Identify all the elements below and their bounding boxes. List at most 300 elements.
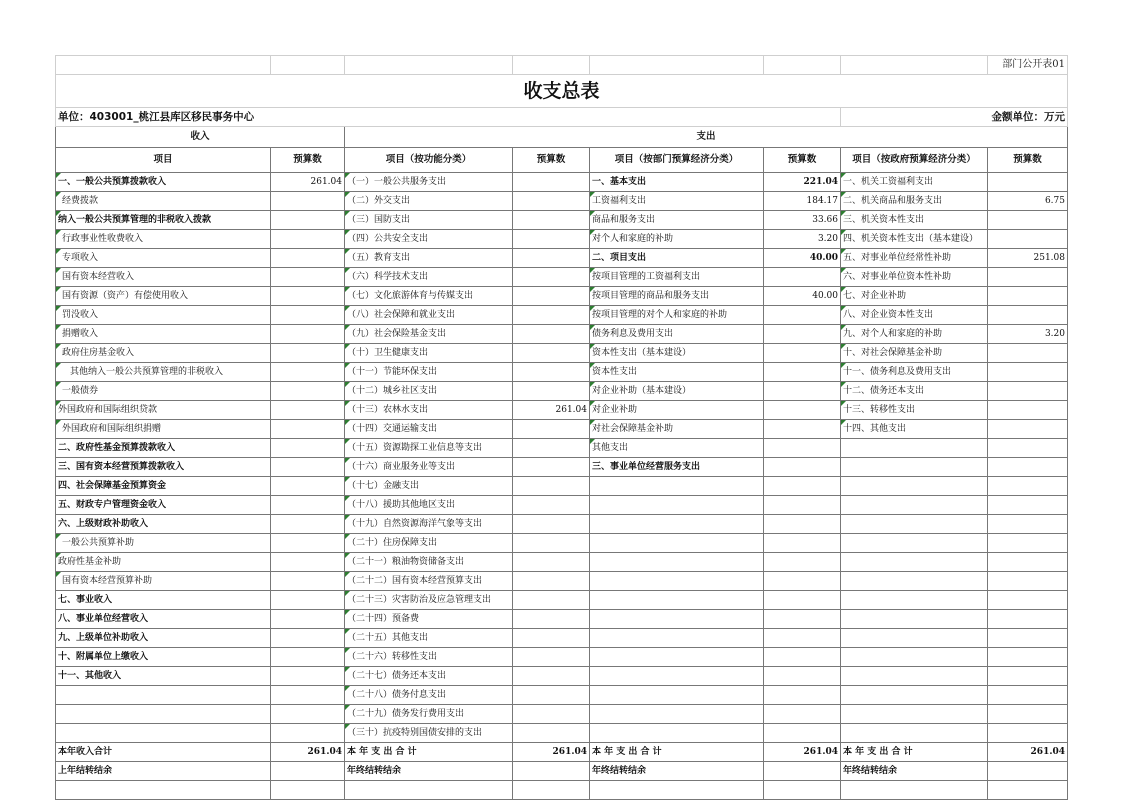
gov-item: 十二、债务还本支出: [841, 382, 988, 401]
income-item: 三、国有资本经营预算拨款收入: [56, 458, 271, 477]
income-item: 九、上级单位补助收入: [56, 629, 271, 648]
func-amount: [513, 344, 590, 363]
dept-item: [590, 705, 764, 724]
dept-amount: [764, 382, 841, 401]
dept-item: [590, 477, 764, 496]
income-item: 二、政府性基金预算拨款收入: [56, 439, 271, 458]
income-item: 国有资源（资产）有偿使用收入: [56, 287, 271, 306]
table-row: [56, 591, 1068, 610]
col-gov-amount: 预算数: [988, 148, 1068, 173]
func-item: （十八）援助其他地区支出: [345, 496, 513, 515]
income-amount: [271, 572, 345, 591]
func-amount: [513, 420, 590, 439]
table-row: [56, 515, 1068, 534]
gov-amount: [988, 477, 1068, 496]
func-item: （十）卫生健康支出: [345, 344, 513, 363]
table-row: [56, 268, 1068, 287]
gov-amount: [988, 306, 1068, 325]
gov-item: 本 年 支 出 合 计: [841, 743, 988, 762]
func-item: （二十）住房保障支出: [345, 534, 513, 553]
func-amount: [513, 629, 590, 648]
func-amount: [513, 705, 590, 724]
dept-item: 商品和服务支出: [590, 211, 764, 230]
func-amount: [513, 591, 590, 610]
dept-amount: [764, 458, 841, 477]
dept-item: 按项目管理的工资福利支出: [590, 268, 764, 287]
income-item: 十、附属单位上缴收入: [56, 648, 271, 667]
income-amount: [271, 344, 345, 363]
dept-item: [590, 667, 764, 686]
dept-amount: 40.00: [764, 287, 841, 306]
gov-item: [841, 458, 988, 477]
income-item: 国有资本经营预算补助: [56, 572, 271, 591]
income-item: 罚没收入: [56, 306, 271, 325]
func-item: （十四）交通运输支出: [345, 420, 513, 439]
col-income-amount: 预算数: [271, 148, 345, 173]
dept-item: 工资福利支出: [590, 192, 764, 211]
dept-amount: 33.66: [764, 211, 841, 230]
table-row: [56, 667, 1068, 686]
dept-amount: [764, 363, 841, 382]
func-amount: [513, 306, 590, 325]
gov-amount: [988, 401, 1068, 420]
dept-item: 资本性支出: [590, 363, 764, 382]
income-item: 六、上级财政补助收入: [56, 515, 271, 534]
func-amount: [513, 534, 590, 553]
gov-item: 三、机关资本性支出: [841, 211, 988, 230]
func-amount: 261.04: [513, 401, 590, 420]
func-item: （二十七）债务还本支出: [345, 667, 513, 686]
dept-item: 债务利息及费用支出: [590, 325, 764, 344]
dept-amount: [764, 401, 841, 420]
income-amount: [271, 401, 345, 420]
table-row: [56, 648, 1068, 667]
income-item: 行政事业性收费收入: [56, 230, 271, 249]
func-amount: 261.04: [513, 743, 590, 762]
dept-amount: [764, 686, 841, 705]
income-item: 政府性基金补助: [56, 553, 271, 572]
gov-item: [841, 648, 988, 667]
gov-amount: [988, 230, 1068, 249]
income-amount: [271, 629, 345, 648]
dept-amount: [764, 724, 841, 743]
func-item: （三十）抗疫特别国债安排的支出: [345, 724, 513, 743]
func-item: （十三）农林水支出: [345, 401, 513, 420]
table-row: [56, 401, 1068, 420]
gov-item: 十一、债务利息及费用支出: [841, 363, 988, 382]
func-amount: [513, 268, 590, 287]
gov-item: 九、对个人和家庭的补助: [841, 325, 988, 344]
gov-item: 五、对事业单位经常性补助: [841, 249, 988, 268]
func-item: （十六）商业服务业等支出: [345, 458, 513, 477]
table-row: [56, 439, 1068, 458]
dept-item: [590, 610, 764, 629]
gov-amount: [988, 458, 1068, 477]
gov-item: [841, 515, 988, 534]
income-amount: [271, 230, 345, 249]
func-item: （十一）节能环保支出: [345, 363, 513, 382]
func-amount: [513, 686, 590, 705]
expense-header: 支出: [345, 127, 1068, 148]
table-row: [56, 192, 1068, 211]
dept-amount: 261.04: [764, 743, 841, 762]
func-amount: [513, 363, 590, 382]
gov-amount: [988, 591, 1068, 610]
form-tag: 部门公开表01: [988, 56, 1068, 75]
func-amount: [513, 382, 590, 401]
income-item: 国有资本经营收入: [56, 268, 271, 287]
dept-item: 对个人和家庭的补助: [590, 230, 764, 249]
dept-item: 按项目管理的对个人和家庭的补助: [590, 306, 764, 325]
dept-item: [590, 534, 764, 553]
func-item: （二十六）转移性支出: [345, 648, 513, 667]
col-gov-item: 项目（按政府预算经济分类）: [841, 148, 988, 173]
dept-amount: [764, 629, 841, 648]
gov-item: [841, 496, 988, 515]
dept-item: [590, 648, 764, 667]
income-amount: [271, 591, 345, 610]
dept-amount: [764, 762, 841, 781]
amount-unit: 金额单位：万元: [841, 108, 1068, 127]
gov-item: [841, 572, 988, 591]
func-item: （十七）金融支出: [345, 477, 513, 496]
dept-amount: [764, 420, 841, 439]
gov-amount: [988, 686, 1068, 705]
income-item: [56, 724, 271, 743]
income-item: 其他纳入一般公共预算管理的非税收入: [56, 363, 271, 382]
table-row: [56, 705, 1068, 724]
income-amount: [271, 211, 345, 230]
page-title: 收支总表: [56, 75, 1068, 108]
func-item: （十二）城乡社区支出: [345, 382, 513, 401]
blank-row: [56, 781, 1068, 800]
income-amount: [271, 439, 345, 458]
gov-item: 四、机关资本性支出（基本建设）: [841, 230, 988, 249]
gov-item: 十四、其他支出: [841, 420, 988, 439]
column-header-row: [56, 148, 1068, 173]
gov-amount: [988, 705, 1068, 724]
income-amount: [271, 268, 345, 287]
income-amount: [271, 667, 345, 686]
dept-item: 本 年 支 出 合 计: [590, 743, 764, 762]
gov-item: 二、机关商品和服务支出: [841, 192, 988, 211]
income-amount: [271, 610, 345, 629]
income-amount: [271, 325, 345, 344]
dept-amount: [764, 534, 841, 553]
gov-amount: [988, 173, 1068, 192]
gov-item: [841, 667, 988, 686]
income-item: [56, 686, 271, 705]
dept-item: 对企业补助: [590, 401, 764, 420]
table-row: [56, 458, 1068, 477]
table-row: [56, 553, 1068, 572]
income-amount: [271, 287, 345, 306]
unit-row: [56, 108, 1068, 127]
dept-item: [590, 515, 764, 534]
dept-item: 年终结转结余: [590, 762, 764, 781]
income-item: 五、财政专户管理资金收入: [56, 496, 271, 515]
dept-amount: [764, 667, 841, 686]
gov-item: [841, 439, 988, 458]
dept-amount: [764, 268, 841, 287]
income-amount: [271, 382, 345, 401]
gov-amount: [988, 268, 1068, 287]
dept-amount: [764, 515, 841, 534]
dept-item: 资本性支出（基本建设）: [590, 344, 764, 363]
income-item: 政府住房基金收入: [56, 344, 271, 363]
func-item: 年终结转结余: [345, 762, 513, 781]
gov-amount: [988, 667, 1068, 686]
func-item: （八）社会保障和就业支出: [345, 306, 513, 325]
income-item: 捐赠收入: [56, 325, 271, 344]
col-func-item: 项目（按功能分类）: [345, 148, 513, 173]
income-amount: [271, 363, 345, 382]
income-item: 纳入一般公共预算管理的非税收入拨款: [56, 211, 271, 230]
gov-item: [841, 534, 988, 553]
gov-amount: [988, 344, 1068, 363]
gov-item: 一、机关工资福利支出: [841, 173, 988, 192]
gov-amount: [988, 724, 1068, 743]
dept-item: [590, 629, 764, 648]
gov-item: 八、对企业资本性支出: [841, 306, 988, 325]
func-item: （六）科学技术支出: [345, 268, 513, 287]
func-amount: [513, 648, 590, 667]
income-item: 十一、其他收入: [56, 667, 271, 686]
col-dept-amount: 预算数: [764, 148, 841, 173]
income-item: 一般债券: [56, 382, 271, 401]
revenue-expenditure-table: [55, 55, 1068, 800]
dept-amount: [764, 496, 841, 515]
func-item: （一）一般公共服务支出: [345, 173, 513, 192]
dept-amount: 184.17: [764, 192, 841, 211]
func-amount: [513, 211, 590, 230]
func-amount: [513, 439, 590, 458]
func-amount: [513, 477, 590, 496]
dept-amount: [764, 439, 841, 458]
table-row: [56, 287, 1068, 306]
dept-item: 按项目管理的商品和服务支出: [590, 287, 764, 306]
section-header-row: [56, 127, 1068, 148]
income-amount: [271, 705, 345, 724]
income-amount: [271, 420, 345, 439]
dept-item: 一、基本支出: [590, 173, 764, 192]
func-amount: [513, 762, 590, 781]
income-item: 一、一般公共预算拨款收入: [56, 173, 271, 192]
dept-amount: [764, 325, 841, 344]
func-item: （二十四）预备费: [345, 610, 513, 629]
income-amount: [271, 249, 345, 268]
table-row: [56, 249, 1068, 268]
gov-item: 七、对企业补助: [841, 287, 988, 306]
income-item: 经费拨款: [56, 192, 271, 211]
form-tag-row: [56, 56, 1068, 75]
budget-sheet: [55, 55, 1067, 800]
gov-item: [841, 629, 988, 648]
func-amount: [513, 572, 590, 591]
func-item: （二）外交支出: [345, 192, 513, 211]
dept-item: [590, 572, 764, 591]
gov-item: [841, 553, 988, 572]
income-amount: 261.04: [271, 173, 345, 192]
dept-item: [590, 724, 764, 743]
total-row: [56, 743, 1068, 762]
dept-amount: [764, 648, 841, 667]
income-amount: [271, 477, 345, 496]
gov-item: [841, 705, 988, 724]
func-amount: [513, 173, 590, 192]
income-item: 八、事业单位经营收入: [56, 610, 271, 629]
gov-amount: [988, 648, 1068, 667]
dept-amount: [764, 306, 841, 325]
gov-amount: [988, 515, 1068, 534]
dept-amount: [764, 705, 841, 724]
dept-item: 对社会保障基金补助: [590, 420, 764, 439]
gov-amount: 3.20: [988, 325, 1068, 344]
gov-amount: [988, 382, 1068, 401]
dept-item: [590, 496, 764, 515]
income-item: 七、事业收入: [56, 591, 271, 610]
income-amount: [271, 496, 345, 515]
income-amount: [271, 192, 345, 211]
gov-amount: [988, 363, 1068, 382]
gov-amount: [988, 287, 1068, 306]
table-row: [56, 572, 1068, 591]
func-amount: [513, 192, 590, 211]
col-dept-item: 项目（按部门预算经济分类）: [590, 148, 764, 173]
dept-amount: [764, 591, 841, 610]
gov-amount: [988, 553, 1068, 572]
func-amount: [513, 610, 590, 629]
func-amount: [513, 287, 590, 306]
func-item: （二十一）粮油物资储备支出: [345, 553, 513, 572]
gov-amount: [988, 496, 1068, 515]
func-item: （二十九）债务发行费用支出: [345, 705, 513, 724]
dept-item: [590, 553, 764, 572]
gov-item: 年终结转结余: [841, 762, 988, 781]
table-row: [56, 211, 1068, 230]
income-amount: [271, 686, 345, 705]
table-row: [56, 686, 1068, 705]
dept-amount: 221.04: [764, 173, 841, 192]
table-row: [56, 420, 1068, 439]
income-item: 外国政府和国际组织贷款: [56, 401, 271, 420]
dept-item: 三、事业单位经营服务支出: [590, 458, 764, 477]
income-amount: [271, 534, 345, 553]
func-amount: [513, 515, 590, 534]
func-item: 本 年 支 出 合 计: [345, 743, 513, 762]
gov-item: [841, 686, 988, 705]
income-item: 专项收入: [56, 249, 271, 268]
func-item: （五）教育支出: [345, 249, 513, 268]
gov-amount: 251.08: [988, 249, 1068, 268]
func-amount: [513, 325, 590, 344]
income-amount: [271, 306, 345, 325]
income-item: [56, 705, 271, 724]
income-amount: [271, 648, 345, 667]
income-item: 外国政府和国际组织捐赠: [56, 420, 271, 439]
func-item: （三）国防支出: [345, 211, 513, 230]
table-row: [56, 496, 1068, 515]
income-item: 本年收入合计: [56, 743, 271, 762]
gov-amount: 6.75: [988, 192, 1068, 211]
income-item: 四、社会保障基金预算资金: [56, 477, 271, 496]
table-row: [56, 230, 1068, 249]
gov-amount: [988, 762, 1068, 781]
gov-amount: [988, 629, 1068, 648]
table-row: [56, 610, 1068, 629]
dept-amount: [764, 477, 841, 496]
func-item: （二十八）债务付息支出: [345, 686, 513, 705]
func-amount: [513, 458, 590, 477]
gov-amount: [988, 534, 1068, 553]
func-item: （十五）资源勘探工业信息等支出: [345, 439, 513, 458]
dept-amount: [764, 553, 841, 572]
func-amount: [513, 496, 590, 515]
income-amount: [271, 515, 345, 534]
table-row: [56, 629, 1068, 648]
dept-item: 对企业补助（基本建设）: [590, 382, 764, 401]
func-amount: [513, 724, 590, 743]
func-amount: [513, 230, 590, 249]
gov-item: [841, 591, 988, 610]
func-amount: [513, 249, 590, 268]
income-item: 一般公共预算补助: [56, 534, 271, 553]
gov-item: [841, 477, 988, 496]
table-row: [56, 382, 1068, 401]
dept-item: 二、项目支出: [590, 249, 764, 268]
gov-item: [841, 610, 988, 629]
income-header: 收入: [56, 127, 345, 148]
title-row: [56, 75, 1068, 108]
gov-amount: [988, 211, 1068, 230]
func-amount: [513, 553, 590, 572]
gov-item: 十三、转移性支出: [841, 401, 988, 420]
gov-amount: [988, 420, 1068, 439]
table-row: [56, 724, 1068, 743]
func-item: （二十五）其他支出: [345, 629, 513, 648]
gov-item: 六、对事业单位资本性补助: [841, 268, 988, 287]
table-row: [56, 363, 1068, 382]
table-row: [56, 325, 1068, 344]
table-row: [56, 477, 1068, 496]
carryover-row: [56, 762, 1068, 781]
table-row: [56, 534, 1068, 553]
func-item: （七）文化旅游体育与传媒支出: [345, 287, 513, 306]
func-amount: [513, 667, 590, 686]
func-item: （二十三）灾害防治及应急管理支出: [345, 591, 513, 610]
gov-item: [841, 724, 988, 743]
table-row: [56, 173, 1068, 192]
dept-amount: [764, 572, 841, 591]
dept-amount: 40.00: [764, 249, 841, 268]
table-row: [56, 306, 1068, 325]
gov-amount: [988, 572, 1068, 591]
col-func-amount: 预算数: [513, 148, 590, 173]
income-amount: [271, 458, 345, 477]
dept-amount: [764, 344, 841, 363]
dept-item: 其他支出: [590, 439, 764, 458]
func-item: （二十二）国有资本经营预算支出: [345, 572, 513, 591]
dept-amount: 3.20: [764, 230, 841, 249]
dept-item: [590, 591, 764, 610]
gov-item: 十、对社会保障基金补助: [841, 344, 988, 363]
income-amount: [271, 724, 345, 743]
gov-amount: [988, 610, 1068, 629]
income-item: 上年结转结余: [56, 762, 271, 781]
income-amount: [271, 553, 345, 572]
func-item: （九）社会保险基金支出: [345, 325, 513, 344]
gov-amount: [988, 439, 1068, 458]
